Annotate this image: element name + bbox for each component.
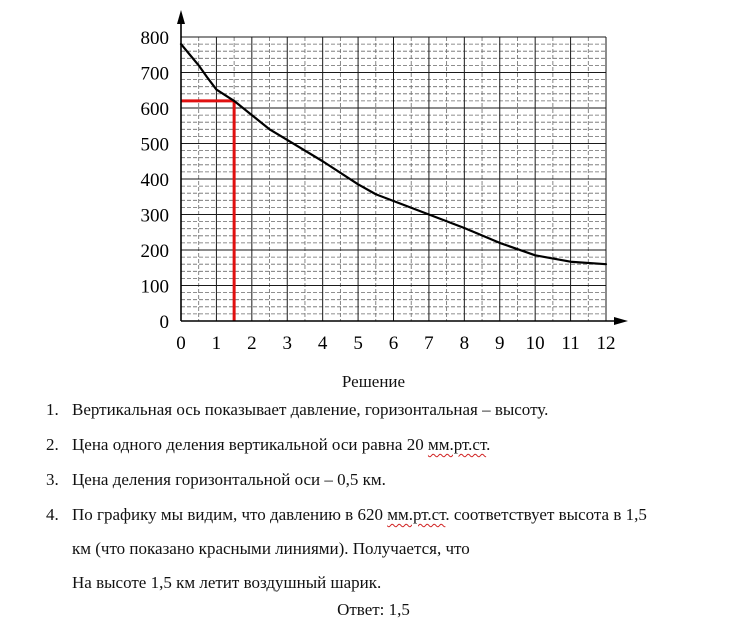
x-tick-label: 4 [317,333,328,354]
unit-abbrev: мм.рт.ст [427,435,487,454]
y-tick-label: 300 [140,205,169,227]
step-number: 3. [46,470,59,489]
y-tick-label: 0 [159,312,169,333]
step-text: Вертикальная ось показывает давление, горизонтальная – высоту. [72,400,549,419]
x-tick-label: 3 [282,333,292,354]
solution-heading: Решение [341,372,406,391]
step-text-line-2: км (что показано красными линиями). Получается, что [72,539,470,558]
red-guide-lines [181,101,234,321]
x-tick-label: 8 [459,333,470,354]
solution-steps [46,400,736,608]
axes [177,10,628,325]
y-tick-label: 800 [140,28,169,49]
x-tick-label: 12 [596,333,616,354]
x-tick-label: 10 [525,333,545,354]
step-text-a: Цена одного деления вертикальной оси равна 20 [72,435,428,454]
x-axis-arrow-icon [614,317,628,325]
y-axis-arrow-icon [177,10,185,24]
y-tick-label: 400 [140,170,169,191]
solution-step-1 [46,400,736,420]
x-tick-label: 0 [176,333,186,354]
x-tick-label: 7 [424,333,434,354]
x-tick-label: 1 [211,333,222,354]
answer: Ответ: 1,5 [337,600,410,619]
step-text-line-3: На высоте 1,5 км летит воздушный шарик. [72,573,382,592]
y-tick-label: 500 [140,134,169,156]
x-tick-label: 2 [247,333,257,354]
x-tick-label: 6 [388,333,399,354]
step-text-b: . [486,435,491,454]
solution-step-3 [46,470,736,490]
y-tick-label: 700 [140,63,169,85]
step-text-a: По графику мы видим, что давлению в 620 [72,505,388,524]
step-number: 4. [46,505,59,524]
y-tick-label: 200 [140,241,169,262]
unit-abbrev: мм.рт.ст [387,505,446,524]
step-text: Цена деления горизонтальной оси – 0,5 км. [72,470,386,489]
solution-step-2 [46,435,736,455]
step-text-b: . соответствует высота в 1,5 [445,505,647,524]
y-tick-label: 600 [140,99,169,120]
step-number: 2. [46,435,59,454]
tick-labels [141,28,616,354]
y-tick-label: 100 [140,276,169,298]
x-tick-label: 11 [561,333,580,354]
x-tick-label: 5 [353,333,363,354]
x-tick-label: 9 [495,333,505,354]
solution-step-4 [46,505,736,593]
step-number: 1. [46,400,59,419]
